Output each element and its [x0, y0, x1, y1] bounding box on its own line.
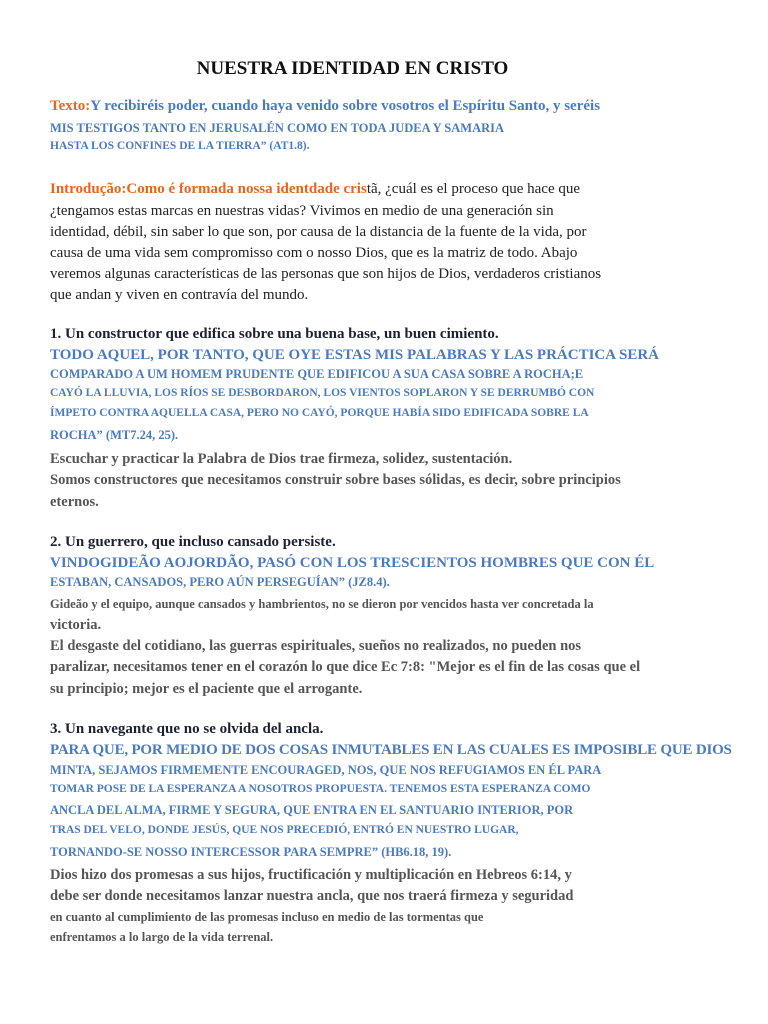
intro-line: ¿tengamos estas marcas en nuestras vidas? Vivimos en medio de una generación sin — [50, 203, 554, 219]
section-2-verse: VINDOGIDEÃO AOJORDÃO, PASÓ CON LOS TRESCIENTOS HOMBRES QUE CON ÉL — [50, 555, 655, 571]
section-2-body: El desgaste del cotidiano, las guerras espirituales, sueños no realizados, no pueden nos — [50, 638, 582, 654]
page-title: NUESTRA IDENTIDAD EN CRISTO — [196, 58, 509, 79]
section-3-verse: TRAS DEL VELO, DONDE JESÚS, QUE NOS PRECEDIÓ, ENTRÓ EN NUESTRO LUGAR, — [50, 824, 519, 836]
section-3-verse: ANCLA DEL ALMA, FIRME Y SEGURA, QUE ENTRA EN EL SANTUARIO INTERIOR, POR — [50, 803, 574, 817]
section-1-body: eternos. — [50, 494, 99, 510]
texto-verse-2: MIS TESTIGOS TANTO EN JERUSALÉN COMO EN TODA JUDEA Y SAMARIA — [50, 121, 505, 135]
section-2-small: Gideão y el equipo, aunque cansados y hambrientos, no se dieron por vencidos hasta ver concretada la — [50, 597, 594, 611]
section-2-body: su principio; mejor es el paciente que el arrogante. — [50, 681, 363, 697]
section-3-body: enfrentamos a lo largo de la vida terrenal. — [50, 930, 274, 944]
section-2-verse: ESTABAN, CANSADOS, PERO AÚN PERSEGUÍAN” (JZ8.4). — [50, 575, 390, 589]
section-2-heading: 2. Un guerrero, que incluso cansado persiste. — [50, 534, 336, 550]
intro-line: causa de uma vida sem compromisso com o nosso Dios, que es la matriz de todo. Abajo — [50, 245, 578, 261]
section-3-heading: 3. Un navegante que no se olvida del ancla. — [50, 721, 324, 737]
section-1-verse: COMPARADO A UM HOMEM PRUDENTE QUE EDIFICOU A SUA CASA SOBRE A ROCHA;E — [50, 367, 584, 381]
section-1-body: Escuchar y practicar la Palabra de Dios trae firmeza, solidez, sustentación. — [50, 451, 513, 467]
section-1-verse: ÍMPETO CONTRA AQUELLA CASA, PERO NO CAYÓ, PORQUE HABÍA SIDO EDIFICADA SOBRE LA — [50, 407, 589, 419]
section-3-verse: TORNANDO-SE NOSSO INTERCESSOR PARA SEMPRE” (HB6.18, 19). — [50, 845, 452, 859]
section-1-verse: CAYÓ LA LLUVIA, LOS RÍOS SE DESBORDARON, LOS VIENTOS SOPLARON Y SE DERRUMBÓ CON — [50, 387, 595, 399]
intro-label-rest: tã, ¿cuál es el proceso que hace que — [366, 181, 581, 197]
texto-verse-1: Y recibiréis poder, cuando haya venido sobre vosotros el Espíritu Santo, y seréis — [90, 98, 601, 114]
intro-line: identidad, débil, sin saber lo que son, por causa de la distancia de la fuente de la vida, por — [50, 224, 587, 240]
section-3-verse: MINTA, SEJAMOS FIRMEMENTE ENCOURAGED, NOS, QUE NOS REFUGIAMOS EN ÉL PARA — [50, 763, 602, 777]
section-2-body: victoria. — [50, 617, 102, 633]
texto-verse-3: HASTA LOS CONFINES DE LA TIERRA” (AT1.8). — [50, 140, 310, 152]
intro-label: Introdução:Como é formada nossa identdade cris — [50, 181, 367, 197]
section-3-body: en cuanto al cumplimiento de las promesas incluso en medio de las tormentas que — [50, 910, 484, 924]
intro-line: veremos algunas características de las personas que son hijos de Dios, verdaderos cristianos — [50, 266, 602, 282]
intro-line-1 — [50, 181, 580, 198]
texto-line-1 — [50, 98, 600, 115]
section-3-body: debe ser donde necesitamos lanzar nuestra ancla, que nos traerá firmeza y seguridad — [50, 888, 574, 904]
texto-label: Texto: — [50, 98, 91, 114]
section-2-body: paralizar, necesitamos tener en el corazón lo que dice Ec 7:8: "Mejor es el fin de las cosas que el — [50, 659, 641, 675]
section-1-verse: TODO AQUEL, POR TANTO, QUE OYE ESTAS MIS PALABRAS Y LAS PRÁCTICA SERÁ — [50, 347, 660, 363]
section-1-heading: 1. Un constructor que edifica sobre una buena base, un buen cimiento. — [50, 326, 499, 342]
intro-line: que andan y viven en contravía del mundo. — [50, 287, 309, 303]
section-1-body: Somos constructores que necesitamos construir sobre bases sólidas, es decir, sobre principios — [50, 472, 621, 488]
section-3-body: Dios hizo dos promesas a sus hijos, fructificación y multiplicación en Hebreos 6:14, y — [50, 867, 572, 883]
section-1-verse: ROCHA” (MT7.24, 25). — [50, 428, 179, 442]
section-3-verse: TOMAR POSE DE LA ESPERANZA A NOSOTROS PROPUESTA. TENEMOS ESTA ESPERANZA COMO — [50, 783, 591, 795]
section-3-verse: PARA QUE, POR MEDIO DE DOS COSAS INMUTABLES EN LAS CUALES ES IMPOSIBLE QUE DIOS — [50, 742, 732, 758]
